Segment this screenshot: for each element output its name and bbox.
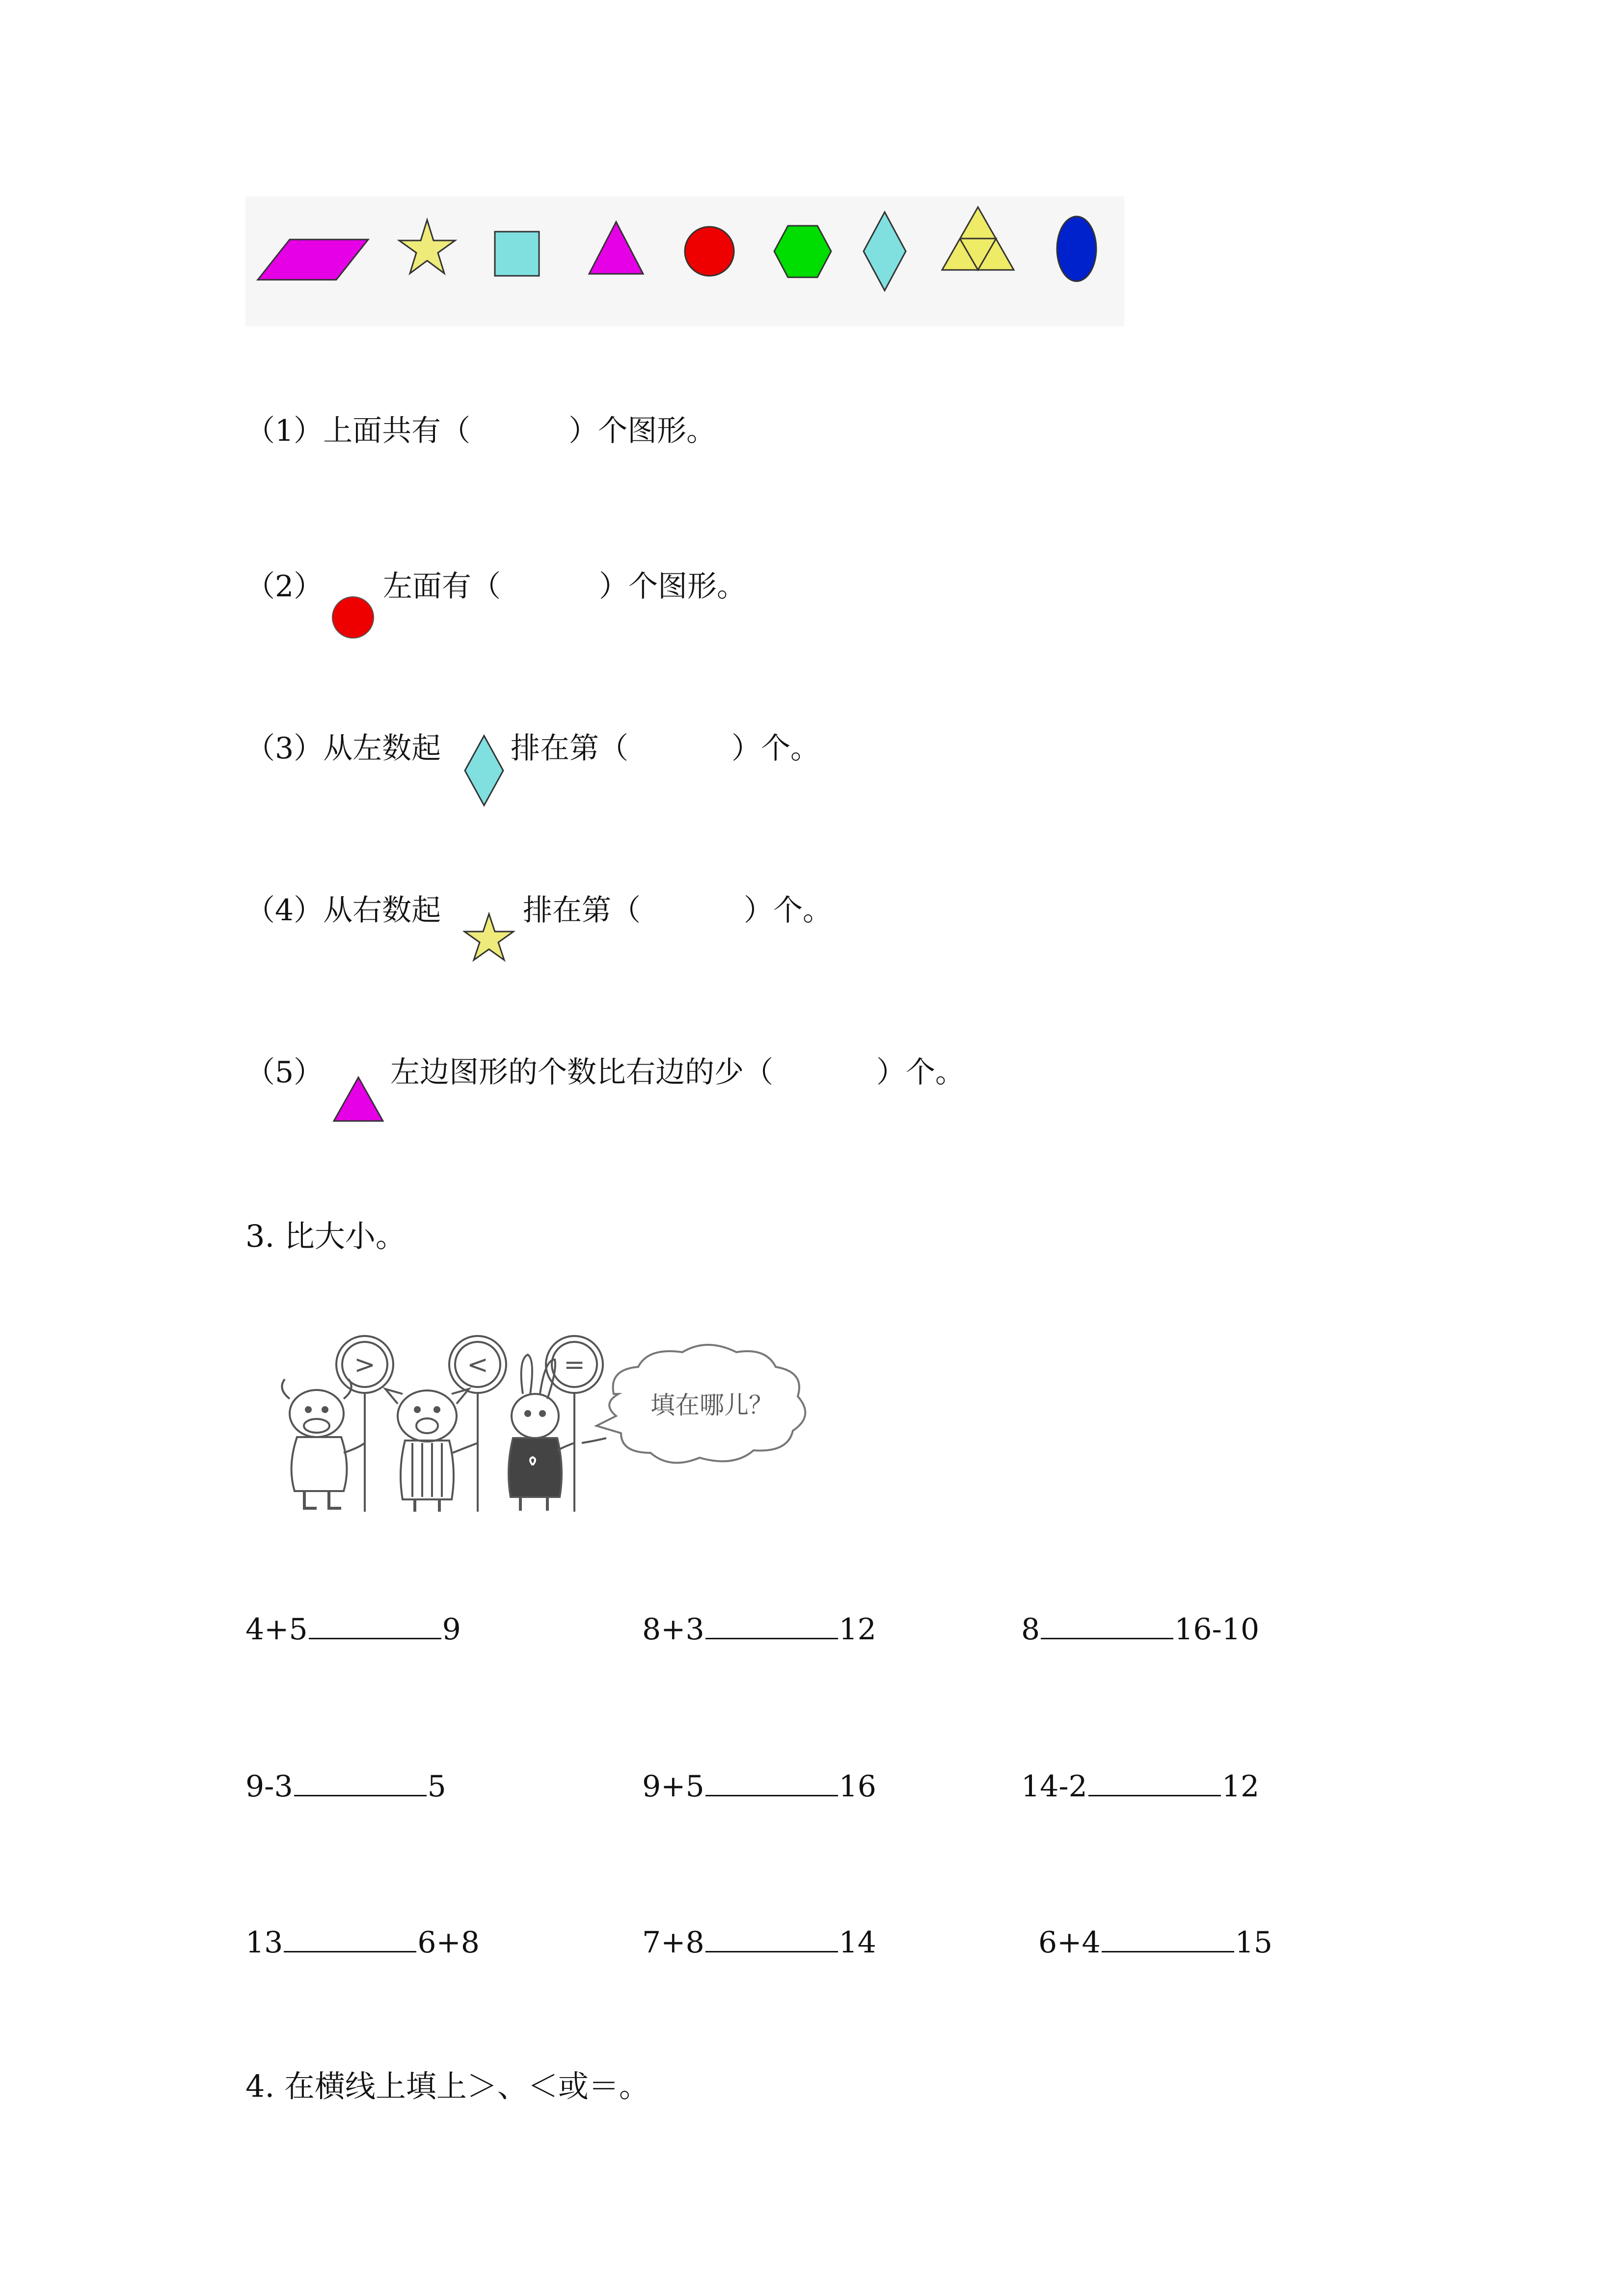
question-3-prefix: （3）从左数起 xyxy=(245,731,441,766)
square-shape xyxy=(495,232,539,276)
equal-sign-label: = xyxy=(564,1350,585,1380)
animals-with-signs-illustration xyxy=(275,1325,844,1522)
comparison-left: 4+5 xyxy=(245,1612,308,1647)
comparison-1 xyxy=(245,1612,461,1647)
shape-row xyxy=(245,196,1124,326)
comparison-left: 8+3 xyxy=(642,1612,704,1647)
question-2-prefix: （2） xyxy=(245,569,324,604)
triangle-shape xyxy=(589,222,643,274)
comparison-left: 8 xyxy=(1021,1612,1040,1647)
question-4 xyxy=(523,893,832,928)
comparison-right: 5 xyxy=(427,1769,446,1804)
comparison-right: 15 xyxy=(1235,1925,1272,1960)
section-4-title: 4. 在横线上填上＞、＜或＝。 xyxy=(245,2068,650,2104)
question-2-middle: 左面有（ xyxy=(383,569,501,604)
comparison-right: 12 xyxy=(1221,1769,1260,1804)
answer-blank[interactable] xyxy=(705,1791,838,1796)
comparison-9 xyxy=(1038,1925,1272,1960)
section-3-title: 3. 比大小。 xyxy=(245,1218,406,1254)
comparison-left: 7+8 xyxy=(642,1925,704,1960)
question-2-suffix: ）个图形。 xyxy=(599,569,746,604)
question-3-suffix: ）个。 xyxy=(731,731,820,766)
comparison-left: 6+4 xyxy=(1038,1925,1101,1960)
comparison-right: 12 xyxy=(839,1612,876,1647)
cow-figure-icon xyxy=(282,1379,365,1508)
question-5-prefix: （5） xyxy=(245,1055,324,1090)
comparison-6 xyxy=(1021,1769,1260,1804)
comparison-left: 9-3 xyxy=(245,1769,293,1804)
question-4-suffix: ）个。 xyxy=(744,893,832,928)
answer-blank[interactable] xyxy=(309,1634,441,1639)
comparison-3 xyxy=(1021,1612,1260,1647)
comparison-left: 9+5 xyxy=(642,1769,704,1804)
star-inline-icon xyxy=(463,912,515,964)
comparison-4 xyxy=(245,1769,446,1804)
question-5 xyxy=(390,1055,965,1090)
comparison-5 xyxy=(642,1769,876,1804)
rhombus-shape xyxy=(864,212,906,291)
comparison-2 xyxy=(642,1612,876,1647)
comparison-8 xyxy=(642,1925,876,1960)
circle-inline-icon xyxy=(330,595,376,640)
answer-blank[interactable] xyxy=(1041,1634,1173,1639)
answer-blank[interactable] xyxy=(705,1947,838,1952)
circle-shape xyxy=(685,227,734,276)
question-1 xyxy=(245,416,716,446)
shape-strip xyxy=(245,196,1124,326)
question-3 xyxy=(511,731,820,766)
answer-blank[interactable] xyxy=(1088,1791,1221,1796)
comparison-left: 13 xyxy=(245,1925,283,1960)
answer-blank[interactable] xyxy=(705,1634,838,1639)
answer-blank[interactable] xyxy=(1102,1947,1234,1952)
question-1-suffix: ）个图形。 xyxy=(568,414,716,448)
comparison-right: 9 xyxy=(442,1612,461,1647)
question-5-middle: 左边图形的个数比右边的少（ xyxy=(390,1055,773,1090)
greater-sign-label: > xyxy=(354,1350,376,1380)
speech-bubble-text: 填在哪儿？ xyxy=(650,1391,773,1419)
question-4-prefix: （4）从右数起 xyxy=(245,893,441,928)
ellipse-shape xyxy=(1057,216,1096,281)
question-5-suffix: ）个。 xyxy=(876,1055,965,1090)
comparison-right: 16 xyxy=(839,1769,876,1804)
question-4-middle: 排在第（ xyxy=(523,893,641,928)
answer-blank[interactable] xyxy=(294,1791,427,1796)
hexagon-shape xyxy=(774,226,831,277)
question-1-prefix: （1）上面共有（ xyxy=(245,414,471,448)
less-sign-label: < xyxy=(467,1350,488,1380)
star-shape xyxy=(399,220,455,273)
comparison-left: 14-2 xyxy=(1021,1769,1087,1804)
rhombus-inline-icon xyxy=(463,734,505,807)
answer-blank[interactable] xyxy=(284,1947,416,1952)
question-2 xyxy=(383,569,746,604)
comparison-right: 6+8 xyxy=(417,1925,480,1960)
composite-triangle-shape xyxy=(942,207,1014,270)
pig-figure-icon xyxy=(385,1389,478,1512)
parallelogram-shape xyxy=(258,240,368,280)
comparison-right: 16-10 xyxy=(1174,1612,1260,1647)
triangle-inline-icon xyxy=(331,1075,385,1124)
question-3-middle: 排在第（ xyxy=(511,731,628,766)
comparison-7 xyxy=(245,1925,480,1960)
comparison-right: 14 xyxy=(839,1925,876,1960)
